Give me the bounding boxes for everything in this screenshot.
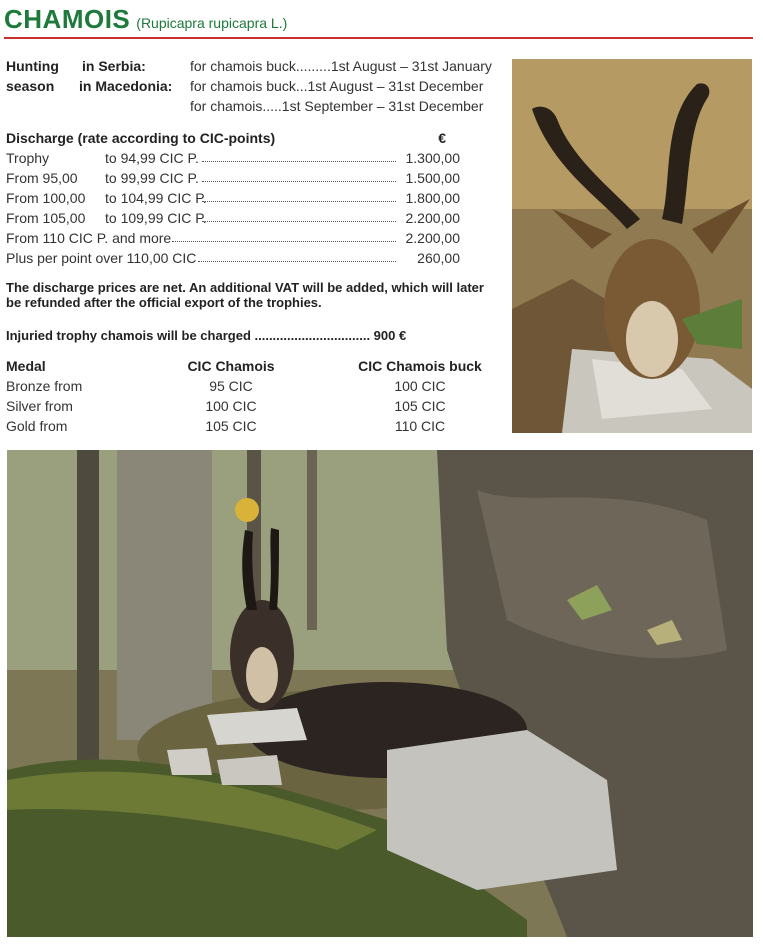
medal-header-row	[6, 356, 496, 376]
season-label-2: season	[6, 78, 55, 94]
vat-note: The discharge prices are net. An additional VAT will be added, which will later be refunded after the official export of the trophies.	[6, 280, 484, 310]
season-value: for chamois buck.........1st August – 31st January	[190, 58, 492, 74]
medal-cell: 110 CIC	[394, 418, 446, 434]
discharge-to: to 104,99 CIC P.	[105, 190, 207, 206]
chamois-forest-illustration	[7, 450, 753, 937]
discharge-from: Trophy	[6, 150, 50, 166]
discharge-from: Plus per point over 110,00 CIC	[6, 250, 197, 266]
medal-cell: 105 CIC	[394, 398, 446, 414]
medal-cell: Gold from	[6, 418, 68, 434]
discharge-price: 2.200,00	[405, 230, 460, 246]
discharge-table	[6, 128, 476, 268]
discharge-heading: Discharge (rate according to CIC-points)	[6, 130, 276, 146]
leader-dots	[202, 221, 396, 222]
medal-header: CIC Chamois buck	[358, 358, 482, 374]
discharge-row	[6, 148, 476, 168]
leader-dots	[202, 161, 396, 162]
discharge-to: to 99,99 CIC P.	[105, 170, 199, 186]
medal-row	[6, 396, 496, 416]
discharge-price: 260,00	[417, 250, 460, 266]
discharge-price: 2.200,00	[405, 210, 460, 226]
leader-dots	[202, 181, 396, 182]
season-value: for chamois buck...1st August – 31st December	[190, 78, 484, 94]
medal-header: CIC Chamois	[187, 358, 275, 374]
season-label-1: Hunting	[6, 58, 59, 74]
injured-trophy-note: Injuried trophy chamois will be charged ................................ 900 €	[6, 328, 407, 343]
medal-cell: Bronze from	[6, 378, 83, 394]
medal-row	[6, 376, 496, 396]
medal-cell: 100 CIC	[205, 398, 257, 414]
discharge-row	[6, 168, 476, 188]
chamois-forest-photo	[7, 450, 753, 937]
discharge-row	[6, 248, 476, 268]
discharge-price: 1.300,00	[405, 150, 460, 166]
discharge-row	[6, 228, 476, 248]
medal-row	[6, 416, 496, 436]
page-title: CHAMOIS	[4, 4, 131, 34]
discharge-row	[6, 188, 476, 208]
medal-table	[6, 356, 496, 436]
hunting-season	[6, 58, 498, 118]
currency-label: €	[438, 130, 446, 146]
medal-header: Medal	[6, 358, 46, 374]
chamois-trophy-photo	[512, 59, 752, 433]
medal-cell: 105 CIC	[205, 418, 257, 434]
leader-dots	[202, 201, 396, 202]
discharge-from: From 100,00	[6, 190, 86, 206]
discharge-from: From 110 CIC P. and more	[6, 230, 172, 246]
medal-cell: 95 CIC	[209, 378, 253, 394]
page-subtitle: (Rupicapra rupicapra L.)	[136, 15, 288, 31]
medal-cell: 100 CIC	[394, 378, 446, 394]
leader-dots	[172, 241, 396, 242]
discharge-heading-row	[6, 128, 476, 148]
season-region: in Serbia:	[82, 58, 146, 74]
discharge-to: to 94,99 CIC P.	[105, 150, 199, 166]
chamois-trophy-illustration	[512, 59, 752, 433]
medal-cell: Silver from	[6, 398, 73, 414]
pricing-text	[6, 58, 498, 434]
discharge-to: to 109,99 CIC P.	[105, 210, 207, 226]
header-rule	[4, 37, 753, 39]
discharge-price: 1.800,00	[405, 190, 460, 206]
leader-dots	[198, 261, 396, 262]
discharge-row	[6, 208, 476, 228]
season-value: for chamois.....1st September – 31st December	[190, 98, 484, 114]
page-header	[4, 4, 287, 35]
discharge-from: From 95,00	[6, 170, 78, 186]
discharge-price: 1.500,00	[405, 170, 460, 186]
season-region: in Macedonia:	[79, 78, 173, 94]
discharge-from: From 105,00	[6, 210, 86, 226]
